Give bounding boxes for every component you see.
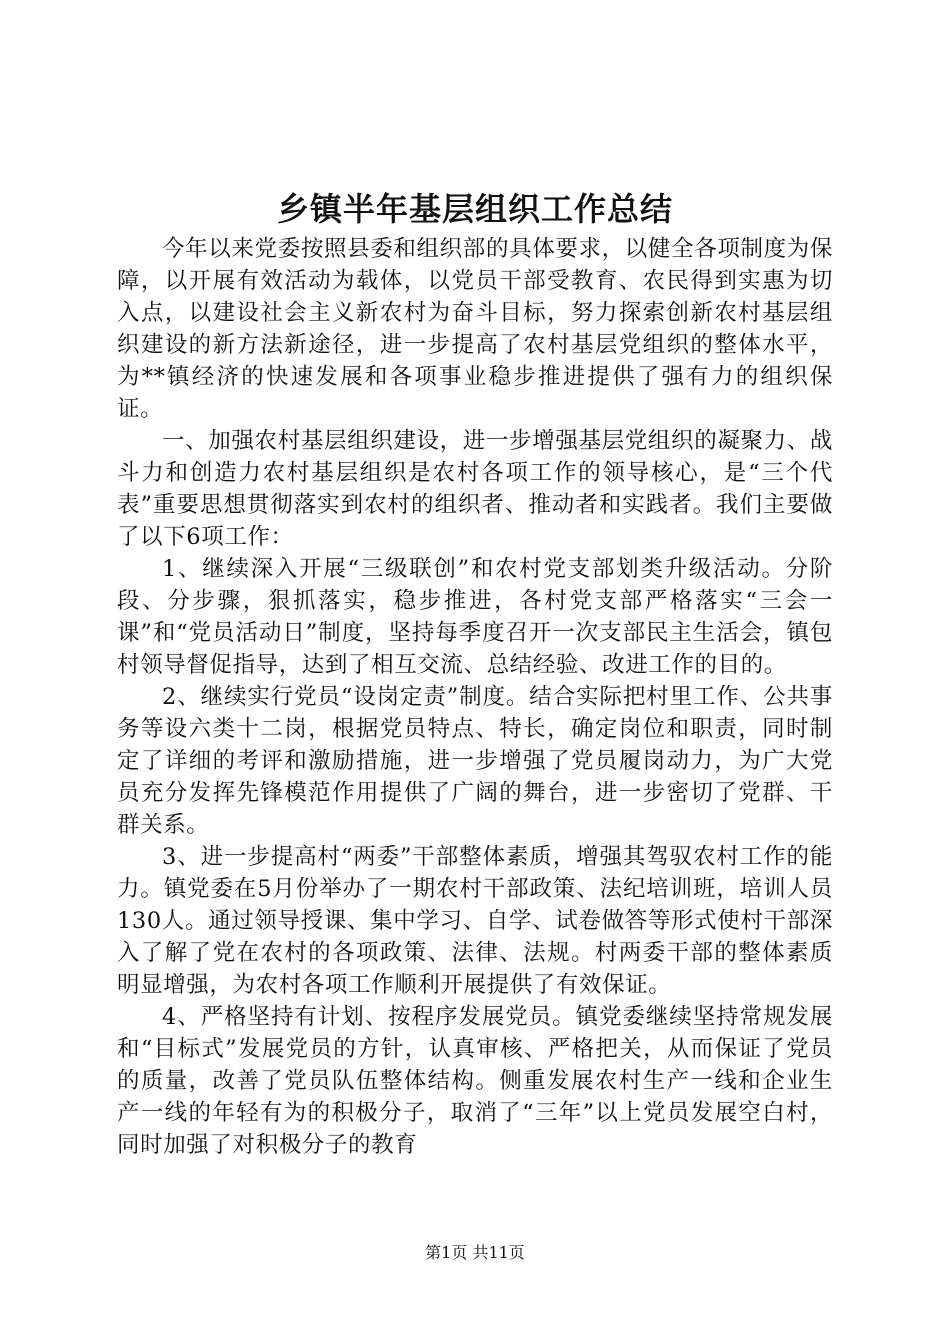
section-one-paragraph: 一、加强农村基层组织建设，进一步增强基层党组织的凝聚力、战斗力和创造力农村基层组织是农村各项工作的领导核心，是“三个代表”重要思想贯彻落实到农村的组织者、推动者和实践者。我们主要做了以下6项工作： (117, 428, 833, 550)
intro-paragraph: 今年以来党委按照县委和组织部的具体要求，以健全各项制度为保障，以开展有效活动为载体，以党员干部受教育、农民得到实惠为切入点，以建设社会主义新农村为奋斗目标，努力探索创新农村基层组织建设的新方法新途径，进一步提高了农村基层党组织的整体水平，为**镇经济的快速发展和各项事业稳步推进提供了强有力的组织保证。 (117, 236, 833, 422)
item-4-paragraph: 4、严格坚持有计划、按程序发展党员。镇党委继续坚持常规发展和“目标式”发展党员的方针，认真审核、严格把关，从而保证了党员的质量，改善了党员队伍整体结构。侧重发展农村生产一线和企业生产一线的年轻有为的积极分子，取消了“三年”以上党员发展空白村，同时加强了对积极分子的教育 (117, 1004, 833, 1158)
item-2-paragraph: 2、继续实行党员“设岗定责”制度。结合实际把村里工作、公共事务等设六类十二岗，根据党员特点、特长，确定岗位和职责，同时制定了详细的考评和激励措施，进一步增强了党员履岗动力，为广大党员充分发挥先锋模范作用提供了广阔的舞台，进一步密切了党群、干群关系。 (117, 684, 833, 838)
page-footer: 第1页 共11页 (425, 1243, 525, 1262)
document-title: 乡镇半年基层组织工作总结 (276, 190, 673, 228)
item-1-paragraph: 1、继续深入开展“三级联创”和农村党支部划类升级活动。分阶段、分步骤，狠抓落实，稳步推进，各村党支部严格落实“三会一课”和“党员活动日”制度，坚持每季度召开一次支部民主生活会，镇包村领导督促指导，达到了相互交流、总结经验、改进工作的目的。 (117, 556, 833, 678)
document-body (117, 233, 833, 1161)
item-3-paragraph: 3、进一步提高村“两委”干部整体素质，增强其驾驭农村工作的能力。镇党委在5月份举办了一期农村干部政策、法纪培训班，培训人员130人。通过领导授课、集中学习、自学、试卷做答等形式使村干部深入了解了党在农村的各项政策、法律、法规。村两委干部的整体素质明显增强，为农村各项工作顺利开展提供了有效保证。 (117, 844, 833, 998)
